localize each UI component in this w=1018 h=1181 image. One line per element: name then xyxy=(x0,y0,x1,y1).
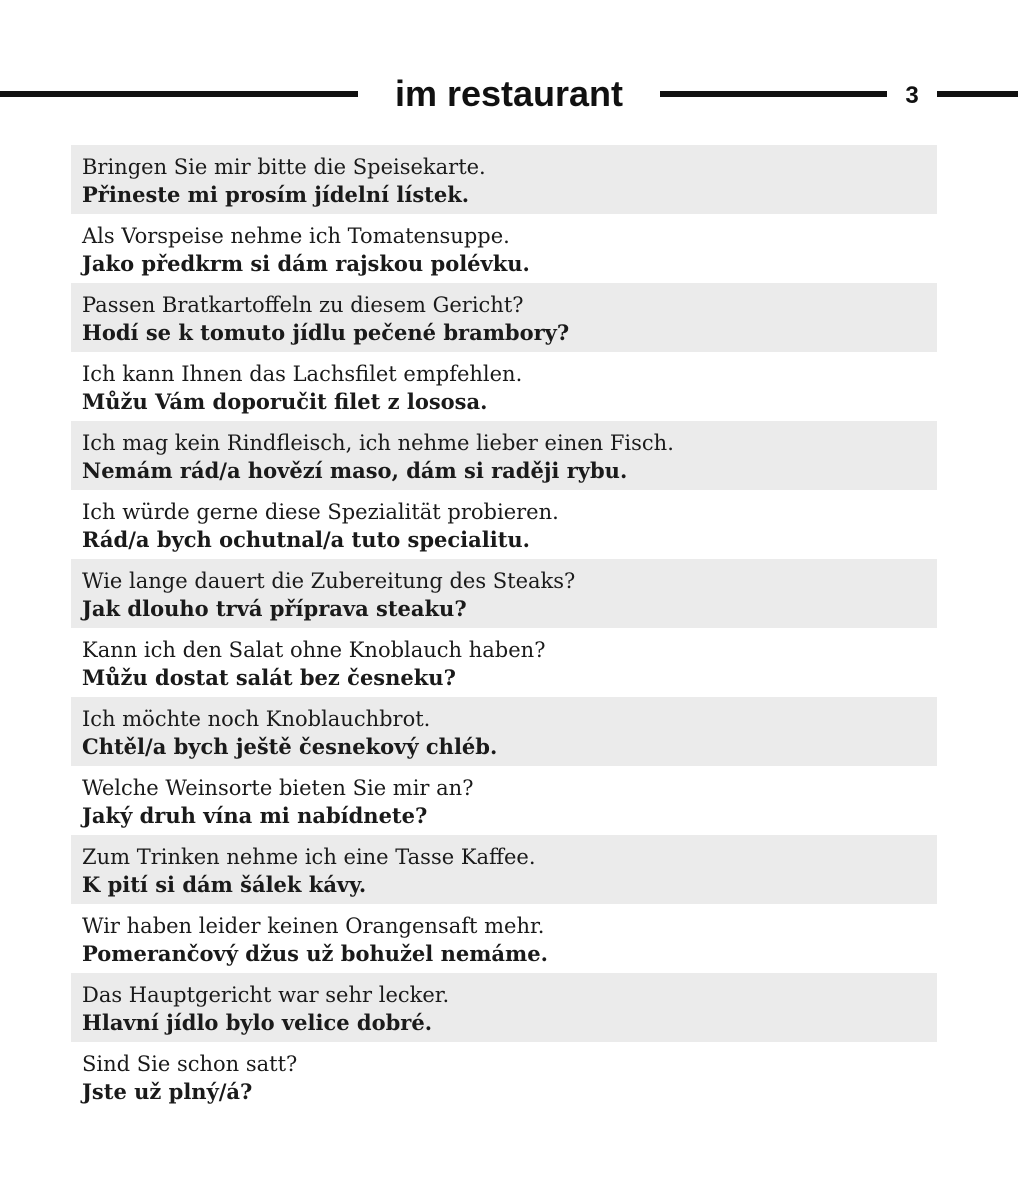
german-phrase: Passen Bratkartoffeln zu diesem Gericht? xyxy=(82,293,524,317)
page-header xyxy=(0,72,1018,120)
page-title: im restaurant xyxy=(394,73,624,114)
phrase-row xyxy=(71,628,937,697)
german-phrase: Sind Sie schon satt? xyxy=(82,1052,298,1076)
phrase-row xyxy=(71,697,937,766)
phrase-row xyxy=(71,145,937,214)
phrase-row xyxy=(71,490,937,559)
german-phrase: Ich mag kein Rindfleisch, ich nehme lieber einen Fisch. xyxy=(82,431,674,455)
phrase-row xyxy=(71,214,937,283)
phrase-row xyxy=(71,283,937,352)
phrase-row xyxy=(71,973,937,1042)
phrase-row xyxy=(71,421,937,490)
german-phrase: Kann ich den Salat ohne Knoblauch haben? xyxy=(82,638,546,662)
czech-translation: Hodí se k tomuto jídlu pečené brambory? xyxy=(82,320,570,345)
phrase-row xyxy=(71,352,937,421)
phrase-list xyxy=(71,145,937,1111)
czech-translation: Můžu dostat salát bez česneku? xyxy=(82,665,456,690)
czech-translation: K pití si dám šálek kávy. xyxy=(82,872,367,897)
german-phrase: Wie lange dauert die Zubereitung des Steaks? xyxy=(82,569,576,593)
header-rule-right xyxy=(937,91,1018,97)
german-phrase: Das Hauptgericht war sehr lecker. xyxy=(82,983,450,1007)
phrase-row xyxy=(71,1042,937,1111)
czech-translation: Rád/a bych ochutnal/a tuto specialitu. xyxy=(82,527,530,552)
german-phrase: Zum Trinken nehme ich eine Tasse Kaffee. xyxy=(82,845,536,869)
german-phrase: Als Vorspeise nehme ich Tomatensuppe. xyxy=(82,224,510,248)
german-phrase: Bringen Sie mir bitte die Speisekarte. xyxy=(82,155,486,179)
czech-translation: Jste už plný/á? xyxy=(82,1079,253,1104)
phrase-row xyxy=(71,559,937,628)
phrase-row xyxy=(71,904,937,973)
czech-translation: Hlavní jídlo bylo velice dobré. xyxy=(82,1010,433,1035)
czech-translation: Nemám rád/a hovězí maso, dám si raději rybu. xyxy=(82,458,628,483)
czech-translation: Přineste mi prosím jídelní lístek. xyxy=(82,182,470,207)
german-phrase: Welche Weinsorte bieten Sie mir an? xyxy=(82,776,474,800)
header-rule-middle xyxy=(660,91,887,97)
czech-translation: Můžu Vám doporučit filet z lososa. xyxy=(82,389,488,414)
phrase-row xyxy=(71,766,937,835)
czech-translation: Chtěl/a bych ještě česnekový chléb. xyxy=(82,734,498,759)
czech-translation: Jaký druh vína mi nabídnete? xyxy=(82,803,428,828)
german-phrase: Ich würde gerne diese Spezialität probieren. xyxy=(82,500,559,524)
phrase-row xyxy=(71,835,937,904)
page-number: 3 xyxy=(905,82,919,109)
czech-translation: Jak dlouho trvá příprava steaku? xyxy=(82,596,467,621)
german-phrase: Ich möchte noch Knoblauchbrot. xyxy=(82,707,431,731)
header-rule-left xyxy=(0,91,358,97)
german-phrase: Ich kann Ihnen das Lachsfilet empfehlen. xyxy=(82,362,523,386)
german-phrase: Wir haben leider keinen Orangensaft mehr. xyxy=(82,914,545,938)
czech-translation: Pomerančový džus už bohužel nemáme. xyxy=(82,941,548,966)
czech-translation: Jako předkrm si dám rajskou polévku. xyxy=(82,251,530,276)
